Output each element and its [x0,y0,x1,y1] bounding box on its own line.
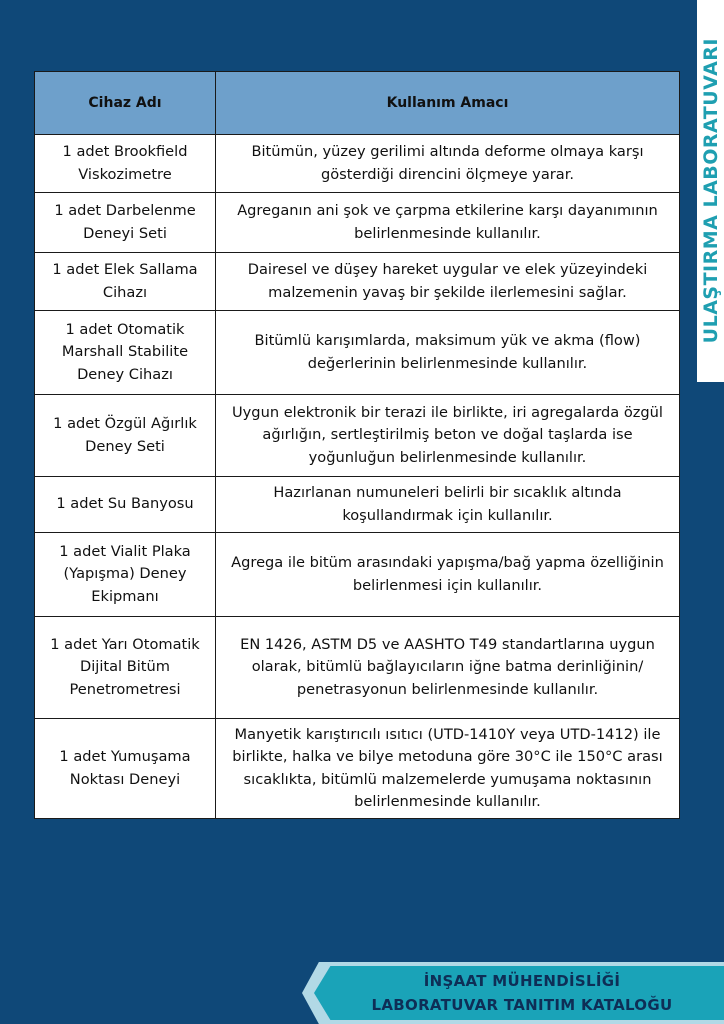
table-row [35,135,680,193]
purpose-cell: Uygun elektronik bir terazi ile birlikte, iri agregalarda özgül ağırlığın, sertleştirilmiş beton ve doğal taşlarda ise yoğunluğun belirlenmesinde kullanılır. [216,395,680,477]
table-row [35,719,680,819]
table-row [35,193,680,253]
device-name-cell: 1 adet Su Banyosu [35,477,216,533]
purpose-cell: Bitümün, yüzey gerilimi altında deforme olmaya karşı gösterdiği direncini ölçmeye yarar. [216,135,680,193]
device-name-cell: 1 adet Vialit Plaka (Yapışma) Deney Ekipmanı [35,533,216,617]
purpose-cell: Agreganın ani şok ve çarpma etkilerine karşı dayanımının belirlenmesinde kullanılır. [216,193,680,253]
table-row [35,477,680,533]
purpose-cell: Hazırlanan numuneleri belirli bir sıcaklık altında koşullandırmak için kullanılır. [216,477,680,533]
header-purpose: Kullanım Amacı [216,72,680,135]
purpose-cell: Dairesel ve düşey hareket uygular ve elek yüzeyindeki malzemenin yavaş bir şekilde ilerlemesini sağlar. [216,253,680,311]
purpose-cell: Agrega ile bitüm arasındaki yapışma/bağ yapma özelliğinin belirlenmesi için kullanılır. [216,533,680,617]
side-title-text: ULAŞTIRMA LABORATUVARI [699,38,722,344]
equipment-table [34,71,680,819]
table-row [35,253,680,311]
footer-line-2: LABORATUVAR TANITIM KATALOĞU [371,996,673,1014]
footer-title [320,966,724,1020]
header-device-name: Cihaz Adı [35,72,216,135]
device-name-cell: 1 adet Brookfield Viskozimetre [35,135,216,193]
purpose-cell: Manyetik karıştırıcılı ısıtıcı (UTD-1410Y veya UTD-1412) ile birlikte, halka ve bilye metoduna göre 30°C ile 150°C arası sıcaklıkta, bitümlü malzemelerde yumuşama noktasının belirlenmesinde kullanılır. [216,719,680,819]
table-row [35,311,680,395]
device-name-cell: 1 adet Yumuşama Noktası Deneyi [35,719,216,819]
device-name-cell: 1 adet Elek Sallama Cihazı [35,253,216,311]
table-row [35,395,680,477]
device-name-cell: 1 adet Yarı Otomatik Dijital Bitüm Penetrometresi [35,617,216,719]
side-title [697,0,724,382]
table-header-row [35,72,680,135]
purpose-cell: EN 1426, ASTM D5 ve AASHTO T49 standartlarına uygun olarak, bitümlü bağlayıcıların iğne batma derinliğinin/ penetrasyonun belirlenmesinde kullanılır. [216,617,680,719]
device-name-cell: 1 adet Otomatik Marshall Stabilite Deney Cihazı [35,311,216,395]
device-name-cell: 1 adet Özgül Ağırlık Deney Seti [35,395,216,477]
purpose-cell: Bitümlü karışımlarda, maksimum yük ve akma (flow) değerlerinin belirlenmesinde kullanılır. [216,311,680,395]
table-row [35,533,680,617]
table-row [35,617,680,719]
footer-line-1: İNŞAAT MÜHENDİSLİĞİ [423,972,621,990]
device-name-cell: 1 adet Darbelenme Deneyi Seti [35,193,216,253]
